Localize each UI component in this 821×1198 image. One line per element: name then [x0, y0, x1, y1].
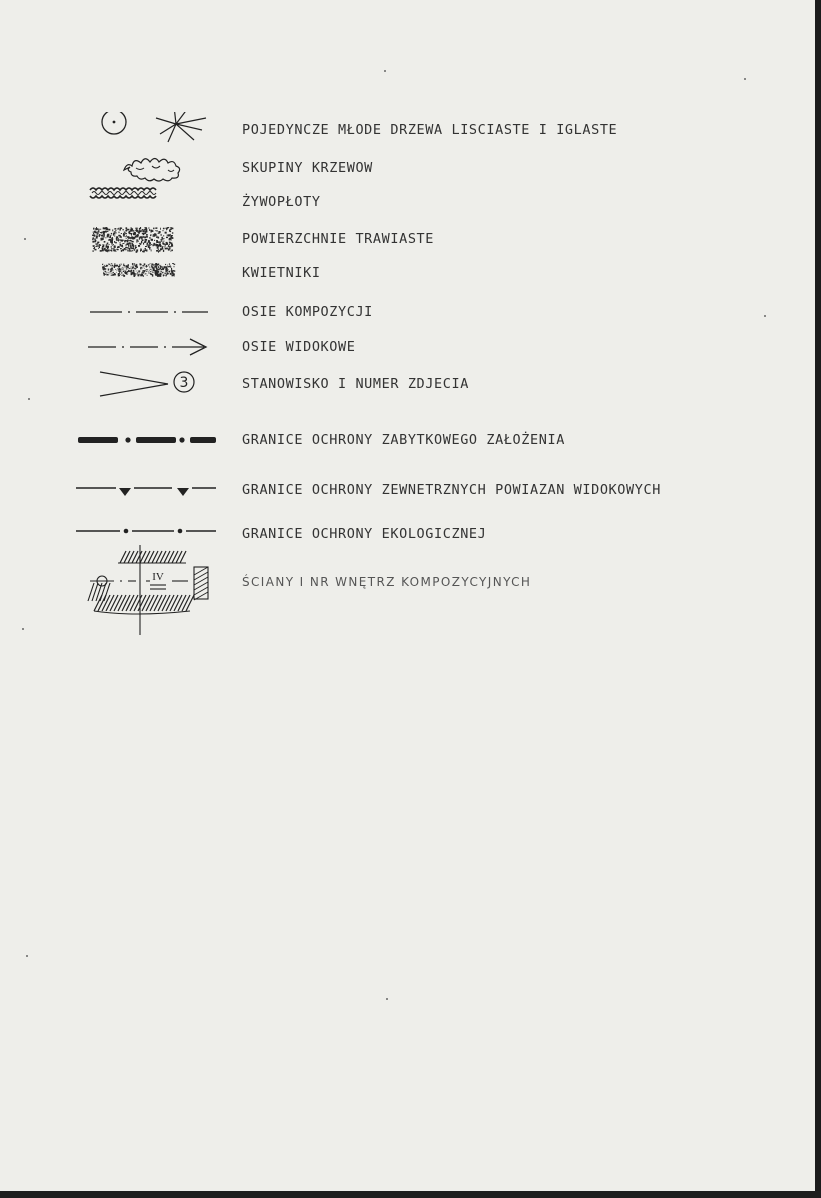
legend-row	[76, 294, 806, 330]
composition-walls-icon	[76, 545, 226, 635]
flowerbed-icon	[76, 255, 226, 291]
legend-label: OSIE KOMPOZYCJI	[242, 304, 373, 320]
scan-speck	[26, 955, 28, 957]
legend-row	[76, 255, 806, 291]
legend-row	[76, 184, 806, 220]
scan-speck	[764, 315, 766, 317]
heritage-boundary-icon	[76, 422, 226, 458]
legend-row	[76, 329, 806, 365]
legend-label: POWIERZCHNIE TRAWIASTE	[242, 231, 435, 247]
scan-speck	[384, 70, 386, 72]
composition-axis-icon	[76, 294, 226, 330]
shrub-group-icon	[76, 150, 226, 186]
scan-speck	[28, 398, 30, 400]
legend-row	[76, 422, 806, 458]
legend-label: POJEDYNCZE MŁODE DRZEWA LISCIASTE I IGLASTE	[242, 122, 618, 138]
legend-label: GRANICE OCHRONY ZABYTKOWEGO ZAŁOŻENIA	[242, 432, 565, 448]
legend-row	[76, 112, 806, 148]
hedge-icon	[76, 184, 226, 220]
legend-label: GRANICE OCHRONY ZEWNETRZNYCH POWIAZAN WIDOKOWYCH	[242, 482, 661, 498]
interior-number: IV	[152, 571, 164, 583]
legend-row	[76, 150, 806, 186]
legend-row	[76, 221, 806, 257]
photo-station-icon	[76, 366, 226, 402]
legend-row	[76, 545, 806, 635]
legend-label: KWIETNIKI	[242, 265, 321, 281]
photo-number: 3	[179, 375, 189, 391]
legend-label: ŻYWOPŁOTY	[242, 194, 321, 210]
legend-label: OSIE WIDOKOWE	[242, 339, 356, 355]
legend-label: ŚCIANY I NR WNĘTRZ KOMPOZYCYJNYCH	[242, 575, 532, 589]
scan-speck	[386, 998, 388, 1000]
legend-row	[76, 366, 806, 402]
legend-label: SKUPINY KRZEWOW	[242, 160, 373, 176]
scan-speck	[22, 628, 24, 630]
view-axis-icon	[76, 329, 226, 365]
scan-edge-right	[815, 0, 821, 1198]
legend-label: GRANICE OCHRONY EKOLOGICZNEJ	[242, 526, 487, 542]
legend-label: STANOWISKO I NUMER ZDJECIA	[242, 376, 469, 392]
scan-speck	[24, 238, 26, 240]
grass-area-icon	[76, 221, 226, 257]
external-view-boundary-icon	[76, 472, 226, 508]
legend-row	[76, 472, 806, 508]
scan-speck	[744, 78, 746, 80]
scan-edge-bottom	[0, 1191, 821, 1198]
single-young-trees-icon	[76, 112, 226, 148]
